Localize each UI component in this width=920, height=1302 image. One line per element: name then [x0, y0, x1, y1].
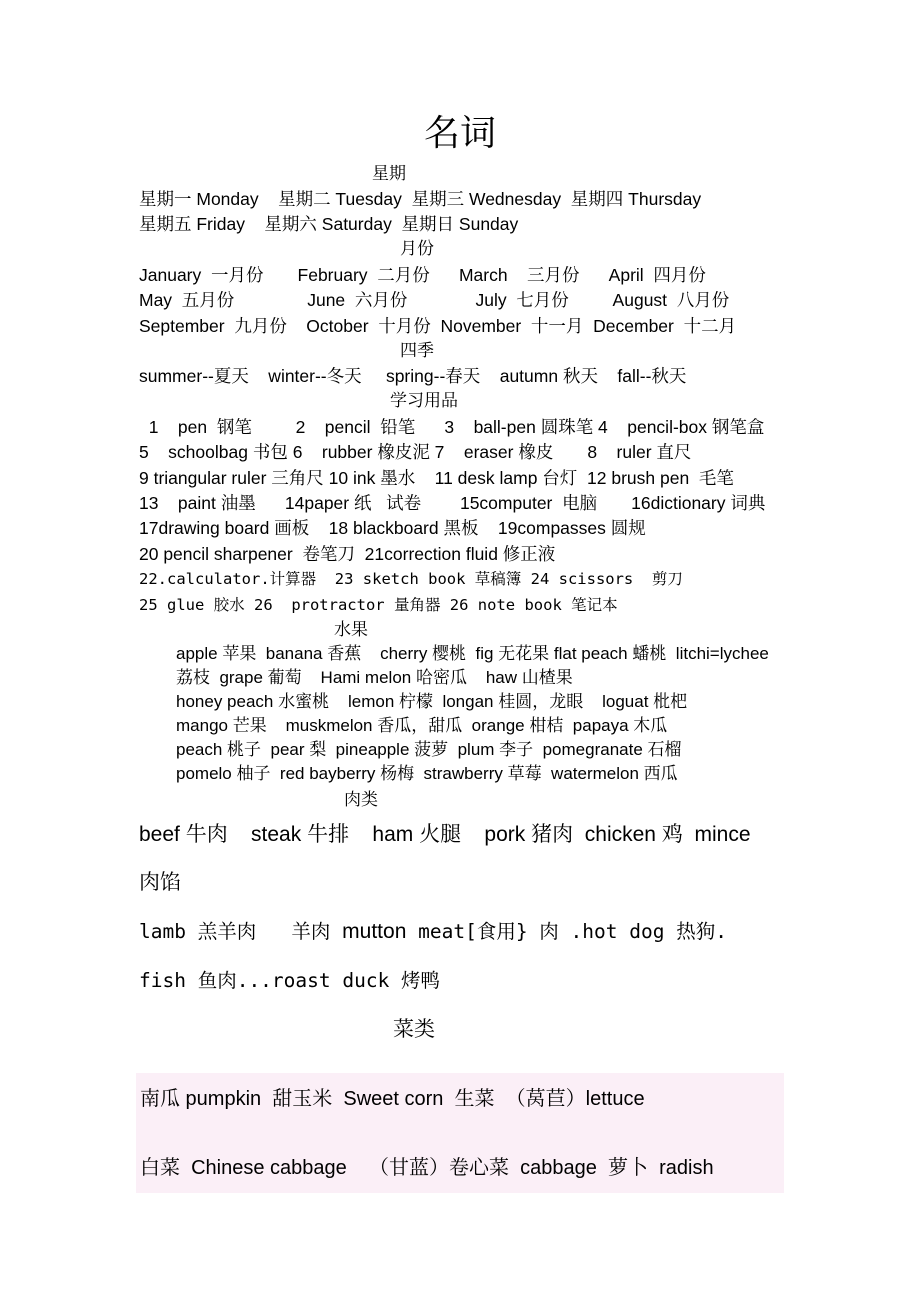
fruits-line-6: pomelo 柚子 red bayberry 杨梅 strawberry 草莓 watermelon 西瓜	[176, 764, 678, 783]
heading-vegetables: 菜类	[393, 1017, 435, 1041]
meats-line-3-part-a: lamb 羔羊肉 羊肉	[139, 920, 343, 943]
page-title: 名词	[423, 113, 496, 154]
meats-line-2: 肉馅	[139, 871, 181, 894]
fruits-line-2: 荔枝 grape 葡萄 Hami melon 哈密瓜 haw 山楂果	[176, 668, 573, 687]
meats-line-3-part-c: meat[食用} 肉 .hot dog 热狗.	[406, 920, 727, 943]
seasons-line-1: summer--夏天 winter--冬天 spring--春天 autumn 秋天 fall--秋天	[139, 366, 687, 386]
meats-line-3-part-b: mutton	[342, 920, 407, 943]
fruits-line-3: honey peach 水蜜桃 lemon 柠檬 longan 桂圆，龙眼 loguat 枇杷	[176, 692, 688, 711]
meats-line-1: beef 牛肉 steak 牛排 ham 火腿 pork 猪肉 chicken 鸡 mince	[139, 823, 751, 846]
heading-school-supplies: 学习用品	[390, 391, 458, 411]
months-line-1: January 一月份 February 二月份 March 三月份 April 四月份	[139, 265, 706, 285]
supplies-line-2: 5 schoolbag 书包 6 rubber 橡皮泥 7 eraser 橡皮 8 ruler 直尺	[139, 442, 692, 462]
supplies-line-8: 25 glue 胶水 26 protractor 量角器 26 note book 笔记本	[139, 596, 618, 614]
supplies-line-5: 17drawing board 画板 18 blackboard 黑板 19compasses 圆规	[139, 518, 646, 538]
months-line-2: May 五月份 June 六月份 July 七月份 August 八月份	[139, 290, 730, 310]
supplies-line-1: 1 pen 钢笔 2 pencil 铅笔 3 ball-pen 圆珠笔 4 pencil-box 钢笔盒	[139, 417, 765, 437]
heading-fruits: 水果	[334, 620, 368, 640]
meats-line-4: fish 鱼肉...roast duck 烤鸭	[139, 969, 441, 992]
heading-months: 月份	[400, 239, 434, 259]
heading-meats: 肉类	[344, 790, 378, 810]
supplies-line-3: 9 triangular ruler 三角尺 10 ink 墨水 11 desk lamp 台灯 12 brush pen 毛笔	[139, 468, 734, 488]
heading-weekdays: 星期	[372, 164, 406, 184]
supplies-line-4: 13 paint 油墨 14paper 纸 试卷 15computer 电脑 16dictionary 词典	[139, 493, 766, 513]
vegetables-line-1: 南瓜 pumpkin 甜玉米 Sweet corn 生菜 （莴苣）lettuce	[140, 1088, 645, 1110]
months-line-3: September 九月份 October 十月份 November 十一月 December 十二月	[139, 316, 737, 336]
fruits-line-1: apple 苹果 banana 香蕉 cherry 樱桃 fig 无花果 flat peach 蟠桃 litchi=lychee	[176, 644, 769, 663]
weekdays-line-1: 星期一 Monday 星期二 Tuesday 星期三 Wednesday 星期四 Thursday	[139, 189, 702, 209]
fruits-line-5: peach 桃子 pear 梨 pineapple 菠萝 plum 李子 pomegranate 石榴	[176, 740, 682, 759]
meats-line-3	[139, 917, 727, 947]
fruits-line-4: mango 芒果 muskmelon 香瓜，甜瓜 orange 柑桔 papaya 木瓜	[176, 716, 668, 735]
vegetables-line-2: 白菜 Chinese cabbage （甘蓝）卷心菜 cabbage 萝卜 radish	[140, 1157, 714, 1179]
supplies-line-7: 22.calculator.计算器 23 sketch book 草稿簿 24 scissors 剪刀	[139, 570, 683, 588]
supplies-line-6: 20 pencil sharpener 卷笔刀 21correction fluid 修正液	[139, 544, 556, 564]
weekdays-line-2: 星期五 Friday 星期六 Saturday 星期日 Sunday	[139, 214, 519, 234]
heading-seasons: 四季	[400, 341, 434, 361]
